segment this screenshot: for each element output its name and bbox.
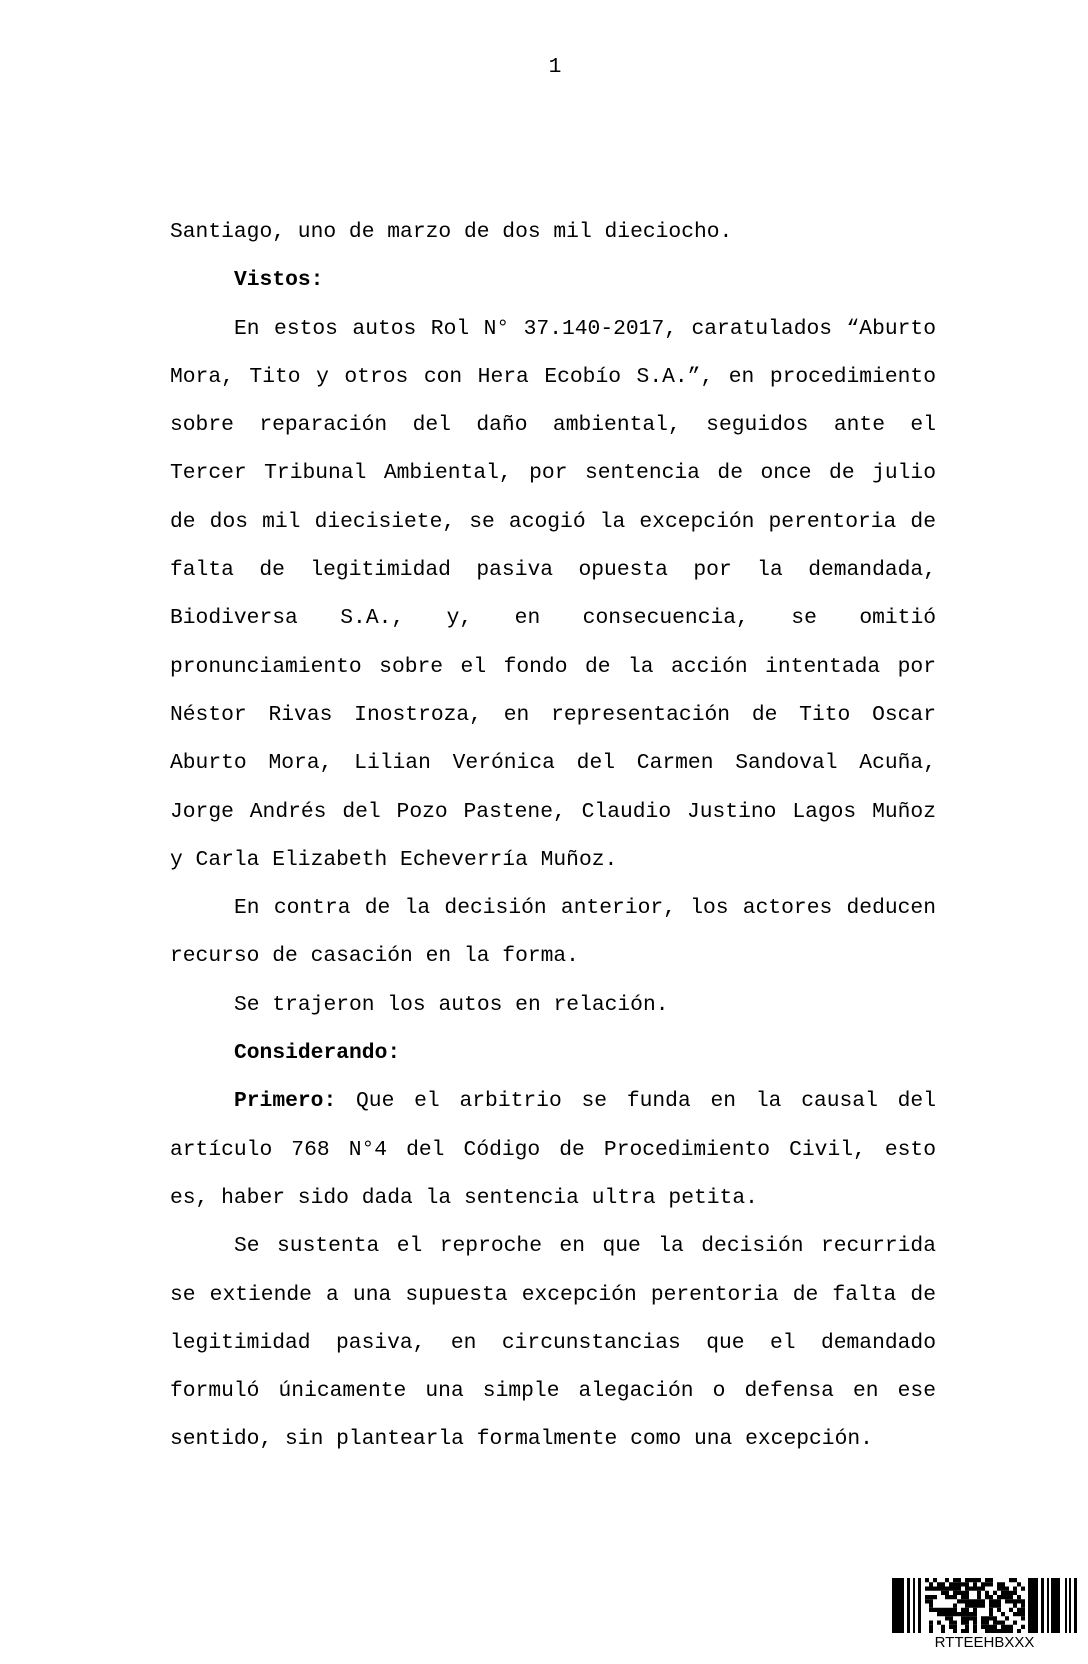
text-line: Se trajeron los autos en relación. [234, 992, 669, 1017]
casacion-paragraph [170, 884, 936, 981]
text-line: Vistos: [234, 268, 324, 293]
text-line: artículo 768 N°4 del Código de Procedimiento Civil, esto [170, 1137, 936, 1162]
text-line: Santiago, uno de marzo de dos mil dieciocho. [170, 220, 733, 244]
sustento-paragraph [170, 1222, 936, 1463]
text-line: Mora, Tito y otros con Hera Ecobío S.A.”, en procedimiento [170, 364, 936, 389]
barcode-image [892, 1578, 1077, 1633]
text-line: y Carla Elizabeth Echeverría Muñoz. [170, 847, 618, 872]
text-line: Néstor Rivas Inostroza, en representación de Tito Oscar [170, 702, 936, 727]
text-line: pronunciamiento sobre el fondo de la acción intentada por [170, 654, 936, 679]
barcode [892, 1578, 1077, 1650]
text-line: sentido, sin plantearla formalmente como una excepción. [170, 1427, 873, 1452]
text-line: formuló únicamente una simple alegación o defensa en ese [170, 1379, 936, 1404]
text-line: legitimidad pasiva, en circunstancias que el demandado [170, 1330, 936, 1355]
vistos-heading [170, 256, 936, 304]
text-block [170, 208, 936, 1464]
text-line: Primero: Que el arbitrio se funda en la causal del [234, 1089, 936, 1114]
text-line: se extiende a una supuesta excepción perentoria de falta de [170, 1282, 936, 1307]
barcode-caption: RTTEEHBXXX [934, 1634, 1035, 1651]
text-line: Considerando: [234, 1041, 401, 1066]
text-line: de dos mil diecisiete, se acogió la excepción perentoria de [170, 509, 936, 534]
relacion-paragraph [170, 981, 936, 1029]
considerando-heading [170, 1029, 936, 1077]
vistos-body [170, 305, 936, 885]
primero-paragraph [170, 1077, 936, 1222]
text-line: En contra de la decisión anterior, los actores deducen [234, 896, 936, 921]
page-number: 1 [548, 55, 562, 79]
text-line: Biodiversa S.A., y, en consecuencia, se omitió [170, 606, 936, 631]
date-line [170, 208, 936, 256]
text-line: En estos autos Rol N° 37.140-2017, caratulados “Aburto [234, 316, 936, 341]
text-line: es, haber sido dada la sentencia ultra petita. [170, 1185, 758, 1210]
text-line: recurso de casación en la forma. [170, 944, 579, 969]
text-line: Aburto Mora, Lilian Verónica del Carmen Sandoval Acuña, [170, 751, 936, 776]
text-line: Tercer Tribunal Ambiental, por sentencia de once de julio [170, 461, 936, 486]
text-line: falta de legitimidad pasiva opuesta por la demandada, [170, 558, 936, 583]
text-line: Se sustenta el reproche en que la decisión recurrida [234, 1234, 936, 1259]
text-line: sobre reparación del daño ambiental, seguidos ante el [170, 413, 936, 438]
text-line: Jorge Andrés del Pozo Pastene, Claudio Justino Lagos Muñoz [170, 799, 936, 824]
